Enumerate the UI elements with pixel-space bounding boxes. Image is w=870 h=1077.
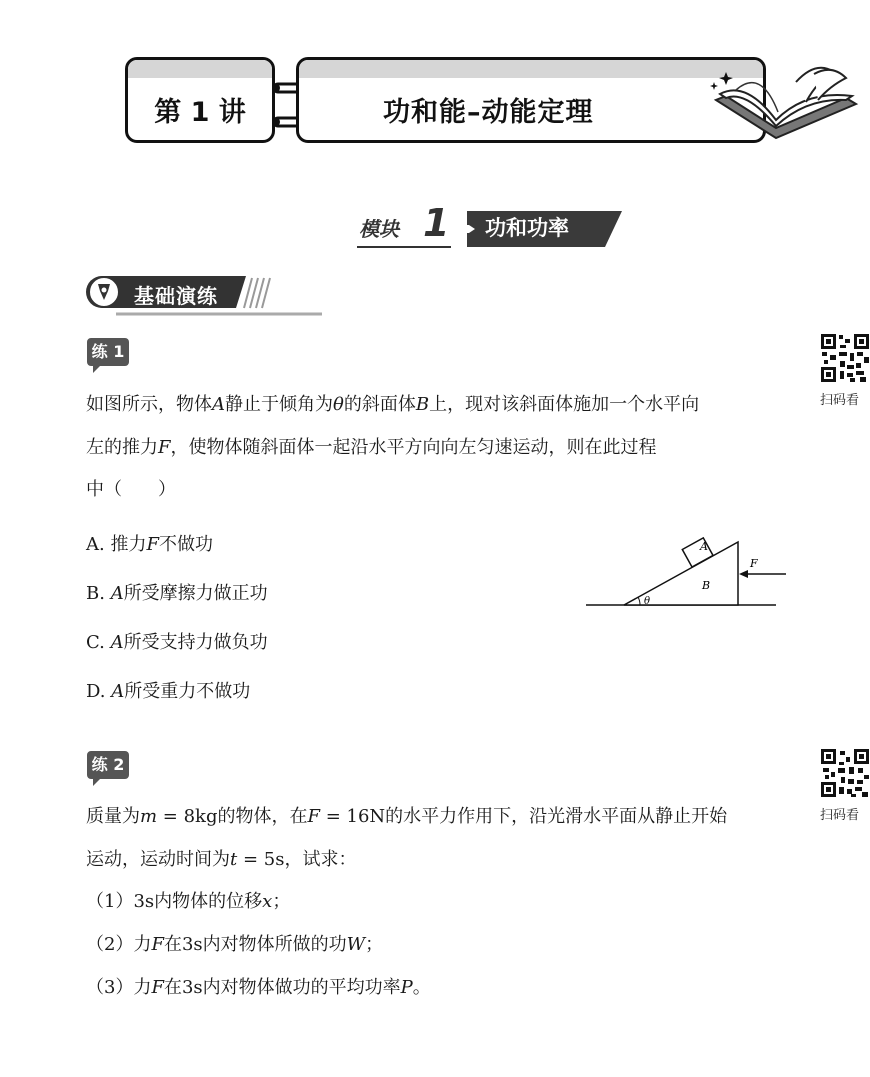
option-c[interactable]: C. A所受支持力做负功 (86, 632, 268, 653)
practice-1-tag: 练 1 (87, 338, 129, 366)
option-d[interactable]: D. A所受重力不做功 (86, 681, 251, 702)
practice-1-question-line-2: 左的推力F，使物体随斜面体一起沿水平方向向左匀速运动，则在此过程 (86, 437, 657, 458)
qr-code-1[interactable] (820, 333, 870, 411)
practice-1-question-line-1: 如图所示，物体A静止于倾角为θ的斜面体B上，现对该斜面体施加一个水平向 (86, 394, 700, 415)
incline-diagram (580, 528, 800, 613)
diagram-label-theta: θ (644, 596, 651, 607)
lecture-title-box (296, 57, 766, 143)
module-number: 1 (423, 201, 450, 245)
option-a[interactable]: A. 推力F不做功 (86, 534, 213, 555)
module-label: 模块 (359, 217, 399, 241)
diagram-label-f: F (750, 557, 758, 570)
qr-code-2[interactable] (820, 748, 870, 826)
lecture-number: 第 1 讲 (154, 97, 246, 128)
option-b[interactable]: B. A所受摩擦力做正功 (86, 583, 268, 604)
module-banner (357, 203, 627, 251)
sub-question-2: （2）力F在3s内对物体所做的功W； (86, 934, 384, 955)
practice-1-question-line-3: 中（ ） (86, 479, 176, 500)
module-name: 功和功率 (485, 216, 569, 240)
qr-code-icon (820, 748, 870, 798)
lecture-title: 功和能–动能定理 (383, 97, 594, 128)
qr-caption: 扫码看 (820, 808, 860, 823)
qr-caption: 扫码看 (820, 393, 860, 408)
section-heading (86, 274, 326, 318)
section-title: 基础演练 (134, 284, 218, 308)
practice-2-question-line-2: 运动，运动时间为t = 5s，试求： (86, 849, 357, 870)
diagram-label-b: B (702, 579, 711, 592)
diagram-label-a: A (700, 540, 708, 553)
qr-code-icon (820, 333, 870, 383)
sub-question-1: （1）3s内物体的位移x； (86, 891, 291, 912)
practice-2-tag: 练 2 (87, 751, 129, 779)
open-book-icon (706, 60, 866, 152)
sub-question-3: （3）力F在3s内对物体做功的平均功率P。 (86, 977, 431, 998)
lecture-number-box (125, 57, 275, 143)
practice-2-question-line-1: 质量为m = 8kg的物体，在F = 16N的水平力作用下，沿光滑水平面从静止开始 (86, 806, 728, 827)
